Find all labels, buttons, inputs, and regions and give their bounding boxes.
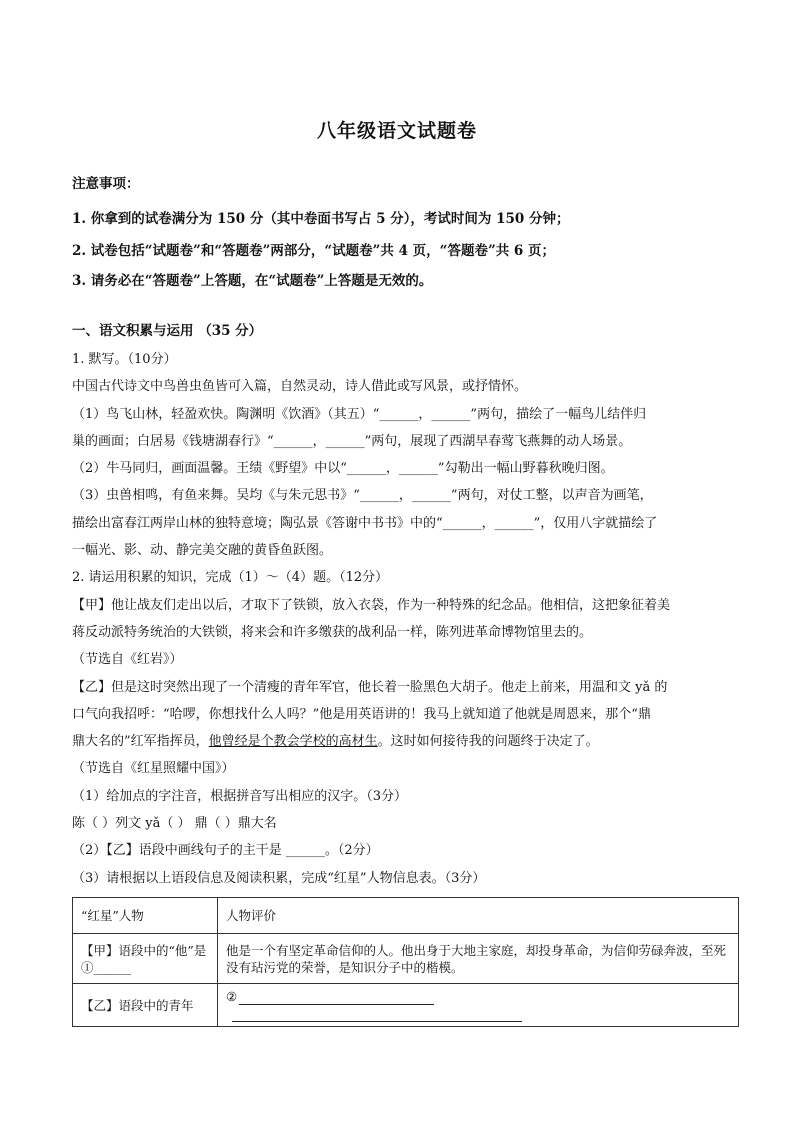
table-cell: 他是一个有坚定革命信仰的人。他出身于大地主家庭，却投身革命，为信仰劳碌奔波，至死没有玷污党的荣誉，是知识分子中的楷模。 [218, 934, 739, 984]
body-line: 中国古代诗文中鸟兽虫鱼皆可入篇，自然灵动，诗人借此或写风景，或抒情怀。 [72, 379, 528, 395]
notice-item-3: 3. 请务必在“答题卷”上答题，在“试题卷”上答题是无效的。 [72, 273, 433, 289]
body-line: （2）牛马同归，画面温馨。王绩《野望》中以“______，______”勾勒出一幅山野暮秋晚归图。 [72, 461, 614, 477]
notice-item-1: 1. 你拿到的试卷满分为 150 分（其中卷面书写占 5 分），考试时间为 150 分钟； [72, 211, 570, 227]
text-segment: 。这时如何接待我的问题终于决定了。 [377, 734, 599, 750]
body-line: 1. 默写。（10分） [72, 352, 177, 367]
body-line: 蒋反动派特务统治的大铁锁，将来会和许多缴获的战利品一样，陈列进革命博物馆里去的。 [72, 624, 593, 640]
table-header-row [73, 898, 739, 934]
answer-marker: ② [226, 989, 238, 1004]
body-line: （节选自《红岩》） [72, 652, 183, 668]
character-info-table [72, 897, 739, 1027]
body-line: （3）请根据以上语段信息及阅读积累，完成“红星”人物信息表。（3分） [72, 870, 486, 886]
body-line: （节选自《红星照耀中国》） [72, 761, 235, 777]
text-segment: 鼎大名的”红军指挥员， [72, 734, 209, 750]
body-line: 口气向我招呼：“哈啰，你想找什么人吗？”他是用英语讲的！我马上就知道了他就是周恩来，那个“鼎 [72, 706, 651, 722]
table-header-cell: 人物评价 [218, 898, 739, 934]
body-line-underlined-sentence [72, 728, 744, 755]
table-row [73, 934, 739, 984]
body-line: 一幅光、影、动、静完美交融的黄昏鱼跃图。 [72, 543, 333, 559]
table-cell: 【甲】语段中的“他”是①______ [73, 934, 218, 984]
body-line: 2. 请运用积累的知识，完成（1）～（4）题。（12分） [72, 570, 389, 586]
section-heading: 一、语文积累与运用 （35 分） [72, 323, 263, 339]
answer-blank[interactable] [232, 1007, 522, 1022]
answer-blank[interactable] [239, 990, 434, 1005]
body-line: 【乙】但是这时突然出现了一个清瘦的青年军官，他长着一脸黑色大胡子。他走上前来，用温和文 yǎ 的 [72, 679, 668, 695]
body-line: 巢的画面；白居易《钱塘湖春行》“______，______”两句，展现了西湖早春莺飞燕舞的动人场景。 [72, 433, 632, 449]
notice-heading: 注意事项： [72, 176, 140, 192]
question-body [72, 346, 744, 892]
table-cell: 【乙】语段中的青年 [73, 984, 218, 1027]
body-line: 陈（ ）列文 yǎ（ ） 鼎（ ）鼎大名 [72, 816, 277, 832]
body-line: （1）给加点的字注音，根据拼音写出相应的汉字。（3分） [72, 788, 408, 804]
body-line: （2）【乙】语段中画线句子的主干是 ______。（2分） [72, 843, 379, 859]
body-line: 描绘出富春江两岸山林的独特意境；陶弘景《答谢中书书》中的“______，______”，仅用八字就描绘了 [72, 515, 658, 531]
notice-item-2: 2. 试卷包括“试题卷”和“答题卷”两部分，“试题卷”共 4 页，“答题卷”共 6 页； [72, 243, 555, 259]
underlined-sentence: 他曾经是个教会学校的高材生 [208, 734, 378, 750]
page-title: 八年级语文试题卷 [316, 120, 477, 142]
body-line: （3）虫兽相鸣，有鱼来舞。吴均《与朱元思书》“______，______”两句，对仗工整，以声音为画笔， [72, 488, 653, 504]
table-header-cell: “红星”人物 [73, 898, 218, 934]
table-row [73, 984, 739, 1027]
answer-cell[interactable] [218, 984, 739, 1027]
body-line: （1）鸟飞山林，轻盈欢快。陶渊明《饮酒》（其五）“______，______”两句，描绘了一幅鸟儿结伴归 [72, 406, 647, 422]
body-line: 【甲】他让战友们走出以后，才取下了铁锁，放入衣袋，作为一种特殊的纪念品。他相信，这把象征着美 [72, 597, 671, 613]
